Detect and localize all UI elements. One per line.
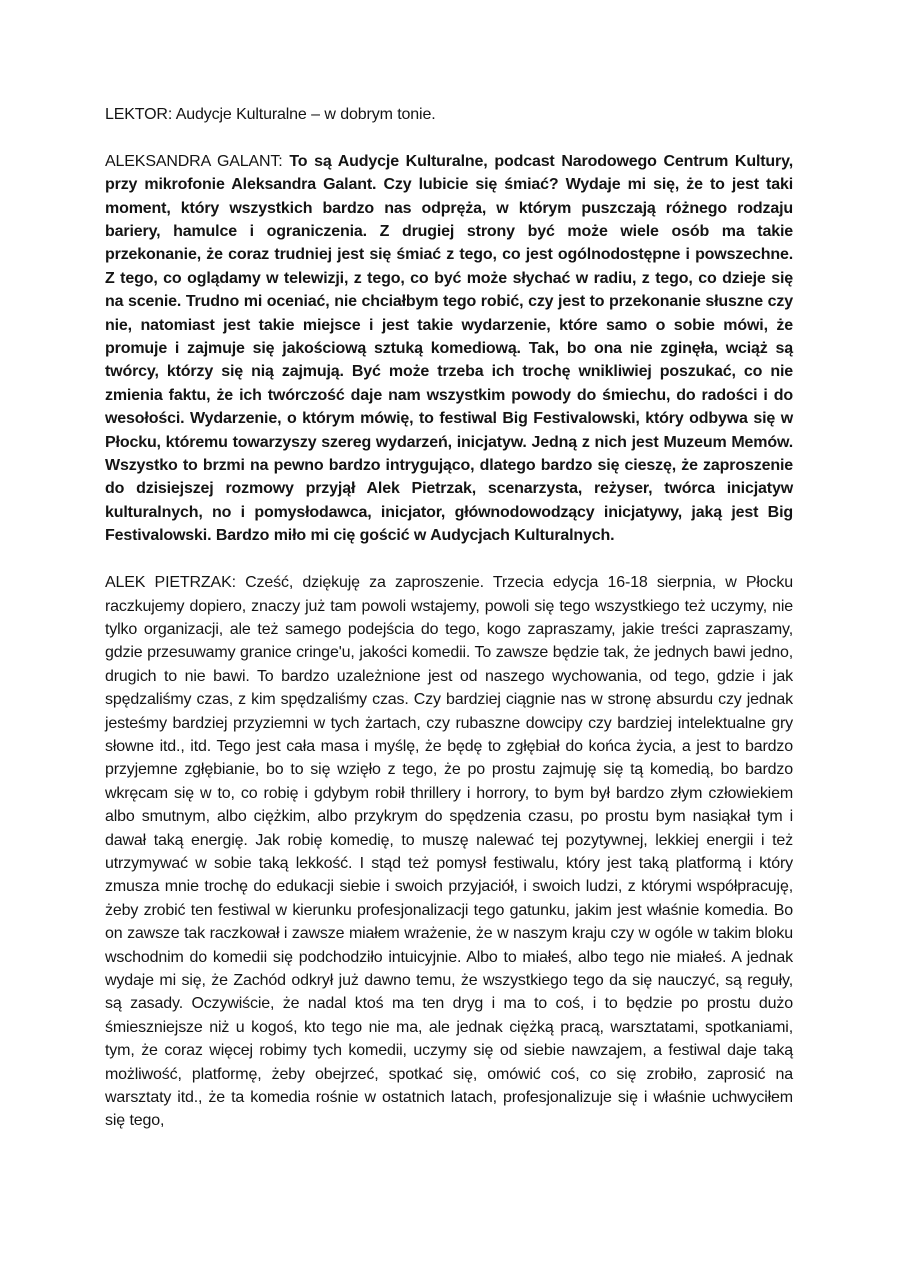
speaker-label-alek-pietrzak: ALEK PIETRZAK:: [105, 574, 236, 592]
speaker-label-aleksandra-galant: ALEKSANDRA GALANT:: [105, 152, 283, 170]
speech-text-aleksandra-galant: To są Audycje Kulturalne, podcast Narodowego Centrum Kultury, przy mikrofonie Aleksandra Galant. Czy lubicie się śmiać? Wydaje mi się, że to jest taki moment, który wszystkich bardzo nas odpręża, w którym puszczają różnego rodzaju bariery, hamulce i ograniczenia. Z drugiej strony być może wiele osób ma takie przekonanie, że coraz trudniej jest się śmiać z tego, co jest ogólnodostępne i powszechne. Z tego, co oglądamy w telewizji, z tego, co być może słychać w radiu, z tego, co dzieje się na scenie. Trudno mi oceniać, nie chciałbym tego robić, czy jest to przekonanie słuszne czy nie, natomiast jest takie miejsce i jest takie wydarzenie, które samo o sobie mówi, że promuje i zajmuje się jakościową sztuką komediową. Tak, bo ona nie zginęła, wciąż są twórcy, którzy się nią zajmują. Być może trzeba ich trochę wnikliwiej poszukać, co nie zmienia faktu, że ich twórczość daje nam wszystkim powody do śmiechu, do radości i do wesołości. Wydarzenie, o którym mówię, to festiwal Big Festivalowski, który odbywa się w Płocku, któremu towarzyszy szereg wydarzeń, inicjatyw. Jedną z nich jest Muzeum Memów. Wszystko to brzmi na pewno bardzo intrygująco, dlatego bardzo się cieszę, że zaproszenie do dzisiejszej rozmowy przyjął Alek Pietrzak, scenarzysta, reżyser, twórca inicjatyw kulturalnych, no i pomysłodawca, inicjator, głównodowodzący inicjatywy, jaką jest Big Festivalowski. Bardzo miło mi cię gościć w Audycjach Kulturalnych.: [105, 152, 793, 545]
paragraph-aleksandra-galant: [105, 150, 793, 548]
speech-text-lektor: Audycje Kulturalne – w dobrym tonie.: [175, 106, 436, 123]
paragraph-lektor: [105, 103, 793, 126]
speaker-label-lektor: LEKTOR:: [105, 106, 173, 123]
speech-text-alek-pietrzak: Cześć, dziękuję za zaproszenie. Trzecia edycja 16-18 sierpnia, w Płocku raczkujemy dopiero, znaczy już tam powoli wstajemy, powoli się tego wszystkiego też uczymy, nie tylko organizacji, ale też samego podejścia do tego, kogo zapraszamy, jakie treści zapraszamy, gdzie przesuwamy granice cringe'u, jakości komedii. To zawsze będzie tak, że jednych bawi jedno, drugich to nie bawi. To bardzo uzależnione jest od naszego wychowania, od tego, gdzie i jak spędzaliśmy czas, z kim spędzaliśmy czas. Czy bardziej ciągnie nas w stronę absurdu czy jednak jesteśmy bardziej przyziemni w tych żartach, czy rubaszne dowcipy czy bardziej intelektualne gry słowne itd., itd. Tego jest cała masa i myślę, że będę to zgłębiał do końca życia, a jest to bardzo przyjemne zgłębianie, bo to się wzięło z tego, że po prostu zajmuję się tą komedią, bo bardzo wkręcam się w to, co robię i gdybym robił thrillery i horrory, to bym był bardzo złym człowiekiem albo smutnym, albo ciężkim, albo przykrym do spędzenia czasu, po prostu bym nasiąkał tym i dawał taką energię. Jak robię komedię, to muszę nalewać tej pozytywnej, lekkiej energii i też utrzymywać w sobie taką lekkość. I stąd też pomysł festiwalu, który jest taką platformą i który zmusza mnie trochę do edukacji siebie i swoich przyjaciół, i swoich ludzi, z którymi współpracuję, żeby zrobić ten festiwal w kierunku profesjonalizacji tego gatunku, jakim jest właśnie komedia. Bo on zawsze tak raczkował i zawsze miałem wrażenie, że w naszym kraju czy w ogóle w takim bloku wschodnim do komedii się podchodziło intuicyjnie. Albo to miałeś, albo tego nie miałeś. A jednak wydaje mi się, że Zachód odkrył już dawno temu, że wszystkiego tego da się nauczyć, są reguły, są zasady. Oczywiście, że nadal ktoś ma ten dryg i ma to coś, i to będzie po prostu dużo śmieszniejsze niż u kogoś, kto tego nie ma, ale jednak ciężką pracą, warsztatami, spotkaniami, tym, że coraz więcej robimy tych komedii, uczymy się od siebie nawzajem, a festiwal daje taką możliwość, platformę, żeby obejrzeć, spotkać się, omówić coś, co się zrobiło, zaprosić na warsztaty itd., że ta komedia rośnie w ostatnich latach, profesjonalizuje się i właśnie uchwyciłem się tego,: [105, 574, 794, 1130]
paragraph-alek-pietrzak: [105, 571, 793, 1133]
transcript-page: [105, 103, 793, 1133]
